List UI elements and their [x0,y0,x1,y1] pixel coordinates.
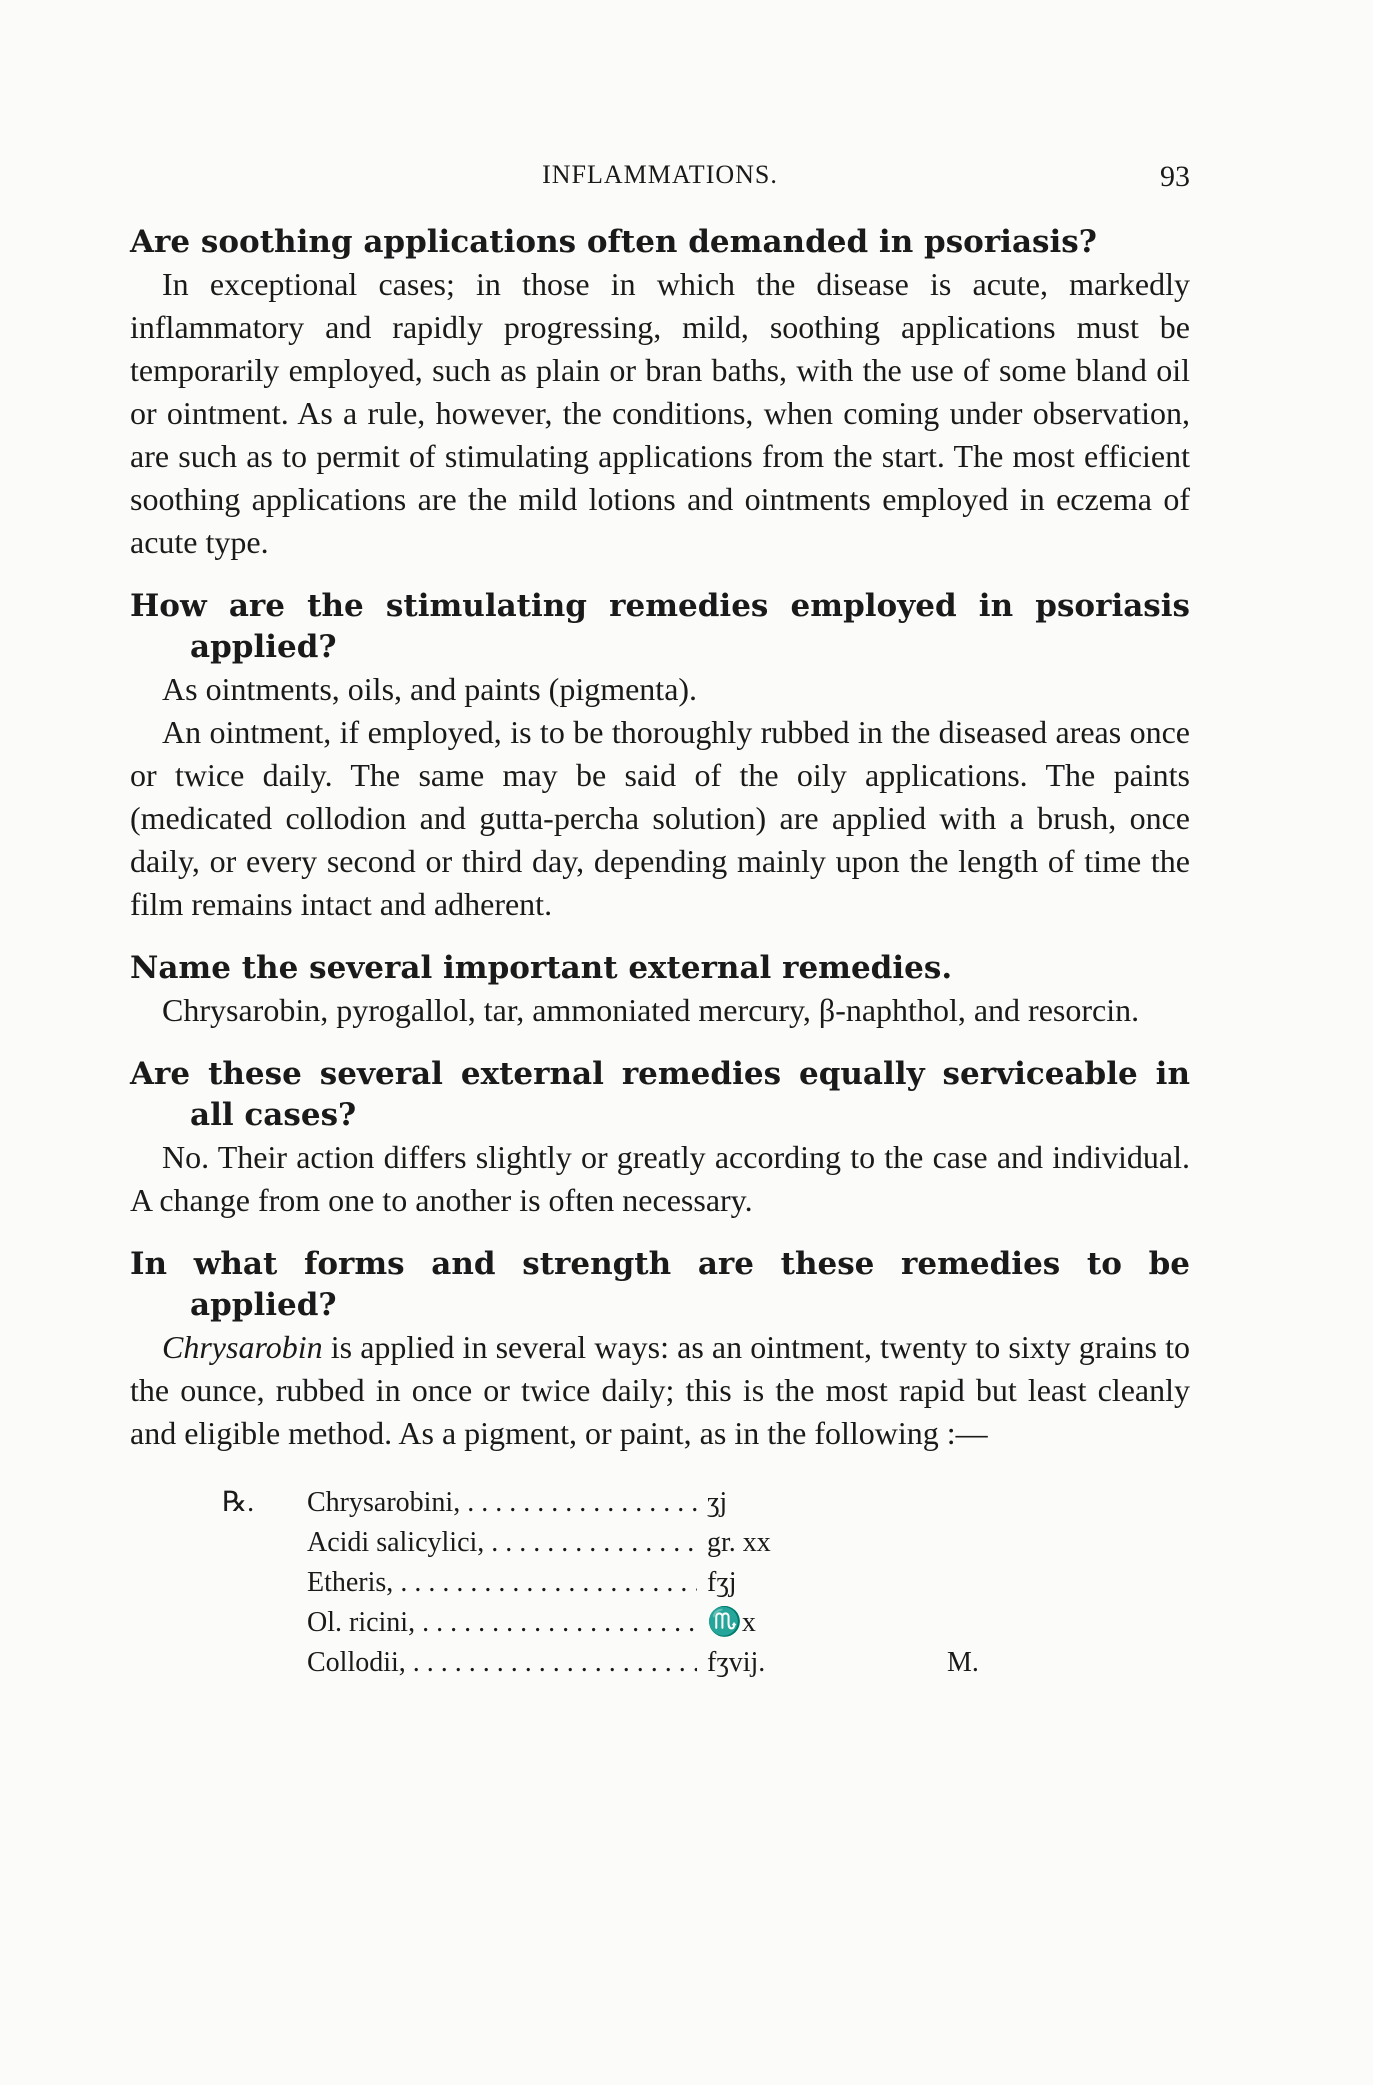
answer-paragraph: No. Their action differs slightly or greatly according to the case and individual. A change from one to another is often necessary. [130,1139,1190,1218]
qa-section [130,222,1190,564]
answer-paragraph [130,1326,1190,1455]
running-head: INFLAMMATIONS. [542,160,778,189]
ingredient-quantity: ʒj [707,1487,728,1518]
question-heading: Name the several important external remedies. [130,950,953,986]
recipe-symbol: ℞. [222,1487,255,1518]
ingredient-name: Chrysarobini, . . . [307,1483,697,1523]
ingredient-quantity: fʒj [707,1567,737,1598]
ingredient-quantity: ♏x [707,1607,756,1638]
prescription-row [130,1483,1190,1523]
ingredient-name: Etheris, . . . [307,1563,697,1603]
ingredient-quantity: gr. xx [707,1527,771,1558]
question-heading: Are soothing applications often demanded in psoriasis? [130,224,1097,260]
ingredient-quantity: fʒvij. [707,1647,766,1678]
answer-paragraph: In exceptional cases; in those in which the disease is acute, markedly inflammatory and rapidly progressing, mild, soothing applications must be temporarily employed, such as plain or bran baths, with the use of some bland oil or ointment. As a rule, however, the conditions, when coming under observation, are such as to permit of stimulating applications from the start. The most efficient soothing applications are the mild lotions and ointments employed in eczema of acute type. [130,266,1190,560]
italic-term: Chrysarobin [162,1329,323,1365]
ingredient-name: Ol. ricini, . . . [307,1603,697,1643]
page-content [130,222,1190,1683]
ingredient-name: Collodii, . . . [307,1643,697,1683]
prescription-row [130,1523,1190,1563]
answer-paragraph: As ointments, oils, and paints (pigmenta). [162,671,698,707]
prescription-row [130,1603,1190,1643]
page-number: 93 [1160,160,1190,193]
page-header [130,160,1190,200]
qa-section [130,1244,1190,1455]
qa-section [130,1054,1190,1222]
answer-text: is applied in several ways: as an ointment, twenty to sixty grains to the ounce, rubbed in once or twice daily; this is the most rapid but least cleanly and eligible method. As a pigment, or paint, as in the following :— [130,1329,1190,1451]
qa-section [130,948,1190,1032]
answer-paragraph: Chrysarobin, pyrogallol, tar, ammoniated mercury, β-naphthol, and resorcin. [162,992,1140,1028]
ingredient-name: Acidi salicylici, . . . [307,1523,697,1563]
prescription [130,1483,1190,1683]
question-heading: Are these several external remedies equally serviceable in all cases? [130,1056,1190,1133]
prescription-row [130,1563,1190,1603]
question-heading: In what forms and strength are these remedies to be applied? [130,1246,1190,1323]
misce-mark: M. [947,1647,979,1678]
qa-section [130,586,1190,926]
prescription-row [130,1643,1190,1683]
answer-paragraph: An ointment, if employed, is to be thoroughly rubbed in the diseased areas once or twice daily. The same may be said of the oily applications. The paints (medicated collodion and gutta-percha solution) are applied with a brush, once daily, or every second or third day, depending mainly upon the length of time the film remains intact and adherent. [130,714,1190,922]
question-heading: How are the stimulating remedies employed in psoriasis applied? [130,588,1190,665]
